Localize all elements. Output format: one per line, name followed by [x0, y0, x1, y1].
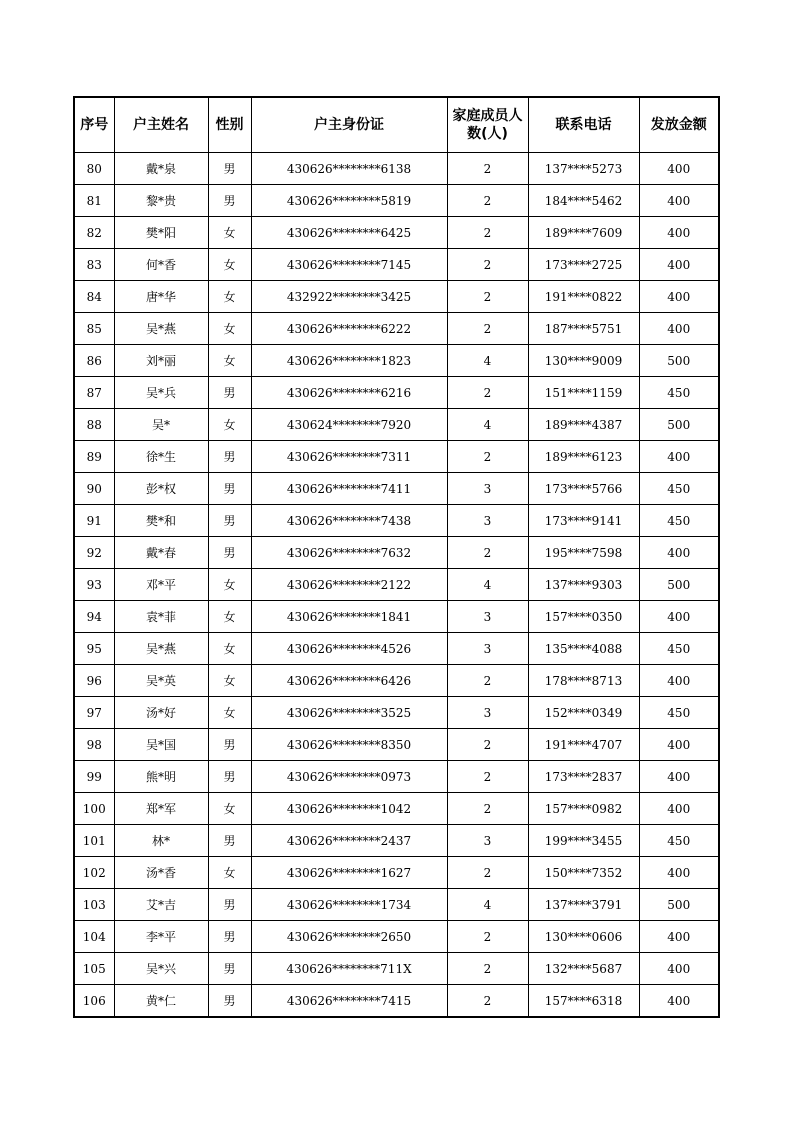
cell-householder-name: 林* [114, 825, 208, 857]
cell-serial-number: 80 [74, 153, 114, 185]
cell-amount: 500 [639, 569, 719, 601]
cell-gender: 女 [208, 633, 251, 665]
table-row [74, 793, 719, 825]
table-row [74, 569, 719, 601]
cell-householder-name: 熊*明 [114, 761, 208, 793]
cell-householder-name: 彭*权 [114, 473, 208, 505]
cell-serial-number: 97 [74, 697, 114, 729]
table-header-row [74, 97, 719, 153]
cell-amount: 500 [639, 889, 719, 921]
cell-amount: 400 [639, 217, 719, 249]
cell-householder-name: 吴*兵 [114, 377, 208, 409]
cell-family-members: 3 [447, 473, 528, 505]
cell-gender: 女 [208, 569, 251, 601]
cell-family-members: 2 [447, 313, 528, 345]
cell-gender: 男 [208, 377, 251, 409]
cell-gender: 男 [208, 185, 251, 217]
cell-phone: 173****9141 [528, 505, 639, 537]
cell-gender: 女 [208, 313, 251, 345]
cell-family-members: 2 [447, 921, 528, 953]
cell-householder-id: 430626********6138 [251, 153, 447, 185]
cell-householder-id: 430626********0973 [251, 761, 447, 793]
table-row [74, 249, 719, 281]
cell-gender: 男 [208, 729, 251, 761]
cell-family-members: 2 [447, 761, 528, 793]
cell-gender: 女 [208, 249, 251, 281]
cell-serial-number: 105 [74, 953, 114, 985]
cell-family-members: 3 [447, 601, 528, 633]
header-serial-number: 序号 [74, 97, 114, 153]
table-row [74, 697, 719, 729]
cell-householder-id: 432922********3425 [251, 281, 447, 313]
cell-serial-number: 85 [74, 313, 114, 345]
cell-family-members: 3 [447, 697, 528, 729]
cell-householder-id: 430626********8350 [251, 729, 447, 761]
cell-amount: 400 [639, 857, 719, 889]
cell-householder-name: 樊*和 [114, 505, 208, 537]
cell-gender: 女 [208, 665, 251, 697]
header-householder-name: 户主姓名 [114, 97, 208, 153]
table-row [74, 953, 719, 985]
cell-gender: 男 [208, 985, 251, 1018]
cell-serial-number: 95 [74, 633, 114, 665]
table-row [74, 633, 719, 665]
cell-serial-number: 82 [74, 217, 114, 249]
cell-phone: 189****4387 [528, 409, 639, 441]
header-householder-id: 户主身份证 [251, 97, 447, 153]
cell-amount: 450 [639, 473, 719, 505]
cell-family-members: 2 [447, 793, 528, 825]
cell-serial-number: 94 [74, 601, 114, 633]
cell-amount: 450 [639, 377, 719, 409]
cell-amount: 450 [639, 633, 719, 665]
cell-serial-number: 104 [74, 921, 114, 953]
header-amount: 发放金额 [639, 97, 719, 153]
cell-amount: 400 [639, 313, 719, 345]
cell-householder-id: 430626********4526 [251, 633, 447, 665]
cell-phone: 151****1159 [528, 377, 639, 409]
cell-amount: 400 [639, 185, 719, 217]
cell-householder-id: 430626********2122 [251, 569, 447, 601]
cell-householder-name: 吴*国 [114, 729, 208, 761]
cell-phone: 189****7609 [528, 217, 639, 249]
cell-gender: 男 [208, 761, 251, 793]
cell-family-members: 3 [447, 825, 528, 857]
cell-householder-id: 430626********7438 [251, 505, 447, 537]
cell-serial-number: 88 [74, 409, 114, 441]
cell-serial-number: 86 [74, 345, 114, 377]
cell-gender: 女 [208, 793, 251, 825]
cell-householder-name: 汤*好 [114, 697, 208, 729]
table-row [74, 857, 719, 889]
cell-phone: 178****8713 [528, 665, 639, 697]
cell-family-members: 4 [447, 889, 528, 921]
cell-amount: 400 [639, 761, 719, 793]
cell-householder-name: 袁*菲 [114, 601, 208, 633]
cell-householder-name: 徐*生 [114, 441, 208, 473]
cell-gender: 男 [208, 825, 251, 857]
table-row [74, 537, 719, 569]
table-row [74, 505, 719, 537]
cell-family-members: 2 [447, 857, 528, 889]
cell-householder-id: 430626********7411 [251, 473, 447, 505]
cell-householder-name: 吴*燕 [114, 633, 208, 665]
cell-gender: 女 [208, 409, 251, 441]
cell-family-members: 2 [447, 249, 528, 281]
cell-amount: 400 [639, 985, 719, 1018]
cell-serial-number: 99 [74, 761, 114, 793]
cell-family-members: 2 [447, 281, 528, 313]
cell-serial-number: 102 [74, 857, 114, 889]
table-row [74, 889, 719, 921]
table-row [74, 281, 719, 313]
cell-serial-number: 92 [74, 537, 114, 569]
cell-householder-id: 430626********7632 [251, 537, 447, 569]
cell-householder-id: 430626********6426 [251, 665, 447, 697]
cell-family-members: 2 [447, 185, 528, 217]
cell-family-members: 2 [447, 665, 528, 697]
cell-gender: 女 [208, 697, 251, 729]
cell-householder-name: 何*香 [114, 249, 208, 281]
cell-householder-id: 430626********1734 [251, 889, 447, 921]
cell-amount: 400 [639, 729, 719, 761]
cell-householder-name: 李*平 [114, 921, 208, 953]
cell-family-members: 2 [447, 377, 528, 409]
cell-gender: 女 [208, 857, 251, 889]
cell-phone: 187****5751 [528, 313, 639, 345]
cell-gender: 女 [208, 345, 251, 377]
cell-phone: 195****7598 [528, 537, 639, 569]
cell-householder-id: 430624********7920 [251, 409, 447, 441]
cell-gender: 男 [208, 953, 251, 985]
cell-householder-id: 430626********711X [251, 953, 447, 985]
table-row [74, 761, 719, 793]
cell-phone: 189****6123 [528, 441, 639, 473]
cell-householder-name: 黎*贵 [114, 185, 208, 217]
header-phone: 联系电话 [528, 97, 639, 153]
cell-householder-name: 吴*燕 [114, 313, 208, 345]
cell-householder-id: 430626********5819 [251, 185, 447, 217]
cell-householder-id: 430626********7415 [251, 985, 447, 1018]
cell-serial-number: 90 [74, 473, 114, 505]
cell-amount: 400 [639, 921, 719, 953]
cell-serial-number: 83 [74, 249, 114, 281]
cell-phone: 137****9303 [528, 569, 639, 601]
cell-family-members: 3 [447, 633, 528, 665]
cell-phone: 157****0982 [528, 793, 639, 825]
table-row [74, 601, 719, 633]
cell-family-members: 4 [447, 569, 528, 601]
cell-householder-name: 艾*吉 [114, 889, 208, 921]
cell-serial-number: 100 [74, 793, 114, 825]
cell-householder-name: 戴*泉 [114, 153, 208, 185]
cell-amount: 500 [639, 345, 719, 377]
cell-gender: 男 [208, 153, 251, 185]
cell-gender: 男 [208, 441, 251, 473]
table-row [74, 185, 719, 217]
cell-gender: 男 [208, 889, 251, 921]
cell-phone: 191****4707 [528, 729, 639, 761]
cell-phone: 152****0349 [528, 697, 639, 729]
cell-family-members: 2 [447, 217, 528, 249]
cell-family-members: 2 [447, 985, 528, 1018]
cell-amount: 400 [639, 793, 719, 825]
cell-phone: 135****4088 [528, 633, 639, 665]
cell-amount: 400 [639, 537, 719, 569]
table-body [74, 153, 719, 1018]
cell-serial-number: 98 [74, 729, 114, 761]
cell-householder-name: 邓*平 [114, 569, 208, 601]
cell-serial-number: 84 [74, 281, 114, 313]
cell-householder-id: 430626********1627 [251, 857, 447, 889]
cell-amount: 400 [639, 953, 719, 985]
cell-phone: 137****5273 [528, 153, 639, 185]
cell-householder-name: 汤*香 [114, 857, 208, 889]
cell-householder-id: 430626********1841 [251, 601, 447, 633]
table-row [74, 825, 719, 857]
cell-householder-id: 430626********3525 [251, 697, 447, 729]
table-row [74, 377, 719, 409]
cell-serial-number: 91 [74, 505, 114, 537]
cell-amount: 400 [639, 153, 719, 185]
cell-householder-id: 430626********7145 [251, 249, 447, 281]
cell-amount: 400 [639, 281, 719, 313]
cell-family-members: 2 [447, 537, 528, 569]
cell-householder-name: 吴* [114, 409, 208, 441]
cell-householder-id: 430626********1823 [251, 345, 447, 377]
cell-amount: 450 [639, 697, 719, 729]
table-row [74, 665, 719, 697]
cell-serial-number: 106 [74, 985, 114, 1018]
table-row [74, 729, 719, 761]
cell-householder-name: 吴*英 [114, 665, 208, 697]
cell-phone: 137****3791 [528, 889, 639, 921]
cell-family-members: 2 [447, 953, 528, 985]
cell-phone: 130****0606 [528, 921, 639, 953]
cell-phone: 191****0822 [528, 281, 639, 313]
cell-family-members: 3 [447, 505, 528, 537]
cell-gender: 男 [208, 505, 251, 537]
cell-householder-id: 430626********7311 [251, 441, 447, 473]
cell-phone: 130****9009 [528, 345, 639, 377]
cell-amount: 400 [639, 601, 719, 633]
cell-gender: 女 [208, 217, 251, 249]
cell-householder-id: 430626********6222 [251, 313, 447, 345]
cell-phone: 184****5462 [528, 185, 639, 217]
header-gender: 性别 [208, 97, 251, 153]
cell-phone: 150****7352 [528, 857, 639, 889]
cell-serial-number: 87 [74, 377, 114, 409]
cell-householder-name: 樊*阳 [114, 217, 208, 249]
cell-householder-name: 刘*丽 [114, 345, 208, 377]
cell-serial-number: 89 [74, 441, 114, 473]
cell-phone: 157****6318 [528, 985, 639, 1018]
cell-householder-name: 郑*军 [114, 793, 208, 825]
cell-family-members: 4 [447, 409, 528, 441]
cell-serial-number: 81 [74, 185, 114, 217]
cell-phone: 173****2837 [528, 761, 639, 793]
cell-phone: 173****2725 [528, 249, 639, 281]
cell-serial-number: 101 [74, 825, 114, 857]
table-row [74, 217, 719, 249]
cell-family-members: 2 [447, 729, 528, 761]
cell-family-members: 2 [447, 441, 528, 473]
cell-serial-number: 96 [74, 665, 114, 697]
table-row [74, 153, 719, 185]
cell-serial-number: 93 [74, 569, 114, 601]
cell-gender: 女 [208, 281, 251, 313]
cell-family-members: 4 [447, 345, 528, 377]
cell-amount: 400 [639, 249, 719, 281]
table-row [74, 473, 719, 505]
cell-householder-id: 430626********2650 [251, 921, 447, 953]
cell-householder-id: 430626********2437 [251, 825, 447, 857]
subsidy-table-sheet [73, 96, 720, 1018]
cell-gender: 女 [208, 601, 251, 633]
cell-householder-name: 吴*兴 [114, 953, 208, 985]
cell-amount: 400 [639, 441, 719, 473]
cell-householder-id: 430626********6216 [251, 377, 447, 409]
cell-householder-id: 430626********1042 [251, 793, 447, 825]
table-row [74, 345, 719, 377]
cell-householder-id: 430626********6425 [251, 217, 447, 249]
table-row [74, 921, 719, 953]
header-family-members: 家庭成员人数(人) [447, 97, 528, 153]
cell-phone: 157****0350 [528, 601, 639, 633]
cell-gender: 男 [208, 921, 251, 953]
table-row [74, 313, 719, 345]
cell-serial-number: 103 [74, 889, 114, 921]
cell-amount: 400 [639, 665, 719, 697]
cell-family-members: 2 [447, 153, 528, 185]
table-row [74, 409, 719, 441]
cell-phone: 132****5687 [528, 953, 639, 985]
cell-phone: 173****5766 [528, 473, 639, 505]
cell-householder-name: 黄*仁 [114, 985, 208, 1018]
subsidy-table [73, 96, 720, 1018]
table-row [74, 441, 719, 473]
cell-gender: 男 [208, 473, 251, 505]
cell-phone: 199****3455 [528, 825, 639, 857]
cell-gender: 男 [208, 537, 251, 569]
cell-amount: 450 [639, 505, 719, 537]
cell-amount: 500 [639, 409, 719, 441]
table-row [74, 985, 719, 1018]
cell-householder-name: 唐*华 [114, 281, 208, 313]
cell-amount: 450 [639, 825, 719, 857]
cell-householder-name: 戴*春 [114, 537, 208, 569]
